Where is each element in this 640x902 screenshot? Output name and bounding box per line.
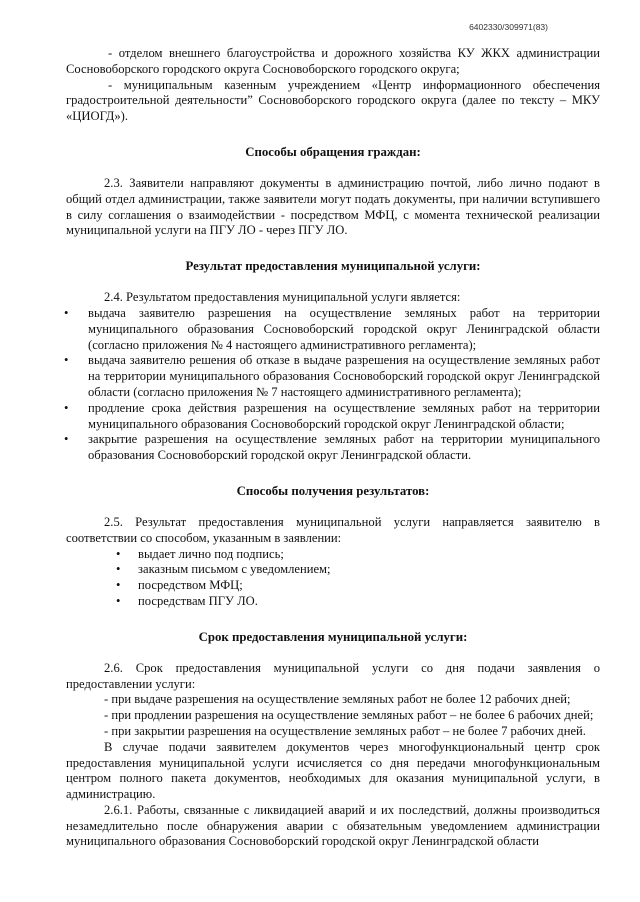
heading-application-methods: Способы обращения граждан:: [245, 144, 421, 159]
list-item: • закрытие разрешения на осуществление земляных работ на территории муниципального образования Сосновоборский городской округ Ленинградской области.: [66, 432, 600, 464]
term-issue: - при выдаче разрешения на осуществление земляных работ не более 12 рабочих дней;: [104, 692, 571, 707]
list-item: • выдача заявителю решения об отказе в выдаче разрешения на осуществление земляных работ на территории муниципального образования Сосновоборский городской округ Ленинградской области (согласно приложения № 7 настоящего административного регламента);: [66, 353, 600, 400]
heading-result-delivery: Способы получения результатов:: [236, 483, 430, 498]
paragraph-2-6-1: 2.6.1. Работы, связанные с ликвидацией аварий и их последствий, должны производиться незамедлительно после обнаружения аварии с обязательным уведомлением администрации муниципального образования Сосновоборский городской округ Ленинградской области: [66, 802, 600, 849]
list-item: • продление срока действия разрешения на осуществление земляных работ на территории муниципального образования Сосновоборский городской округ Ленинградской области;: [66, 401, 600, 433]
delivery-method-list: [66, 547, 600, 610]
paragraph-2-6: 2.6. Срок предоставления муниципальной услуги со дня подачи заявления о предоставлении услуги:: [66, 660, 600, 691]
paragraph-mfc-term: В случае подачи заявителем документов через многофункциональный центр срок предоставления муниципальной услуги исчисляется со дня передачи многофункциональным центром полного пакета документов, необходимых для оказания муниципальной услуги, в администрацию.: [66, 739, 600, 802]
heading-service-term: Срок предоставления муниципальной услуги:: [198, 629, 468, 644]
term-closing: - при закрытии разрешения на осуществление земляных работ – не более 7 рабочих дней.: [104, 723, 586, 738]
paragraph-2-4: 2.4. Результатом предоставления муниципальной услуги является:: [104, 290, 461, 305]
intro-line-1: - отделом внешнего благоустройства и дорожного хозяйства КУ ЖКХ администрации Сосновоборского городского округа Сосновоборского городского округа;: [66, 46, 600, 76]
result-list: [66, 306, 600, 464]
list-item: • выдает лично под подпись;: [116, 547, 600, 563]
list-item: • посредством МФЦ;: [116, 578, 600, 594]
list-item: • заказным письмом с уведомлением;: [116, 562, 600, 578]
paragraph-2-5: 2.5. Результат предоставления муниципальной услуги направляется заявителю в соответствии со способом, указанным в заявлении:: [66, 514, 600, 545]
list-item: • выдача заявителю разрешения на осуществление земляных работ на территории муниципального образования Сосновоборский городской округ Ленинградской области (согласно приложения № 4 настоящего административного регламента);: [66, 306, 600, 353]
heading-service-result: Результат предоставления муниципальной услуги:: [185, 259, 481, 274]
document-number: 6402330/309971(83): [469, 22, 548, 32]
paragraph-2-3: 2.3. Заявители направляют документы в администрацию почтой, либо лично подают в общий отдел администрации, также заявители могут подать документы, при наличии вступившего в силу соглашения о взаимодействии - посредством МФЦ, с момента технической реализации муниципальной услуги на ПГУ ЛО - через ПГУ ЛО.: [66, 175, 600, 238]
intro-line-2: - муниципальным казенным учреждением «Центр информационного обеспечения градостроительной деятельности” Сосновоборского городского округа (далее по тексту – МКУ «ЦИОГД»).: [66, 77, 600, 124]
term-extension: - при продлении разрешения на осуществление земляных работ – не более 6 рабочих дней;: [104, 708, 594, 723]
list-item: • посредствам ПГУ ЛО.: [116, 594, 600, 610]
document-body: [66, 46, 600, 850]
